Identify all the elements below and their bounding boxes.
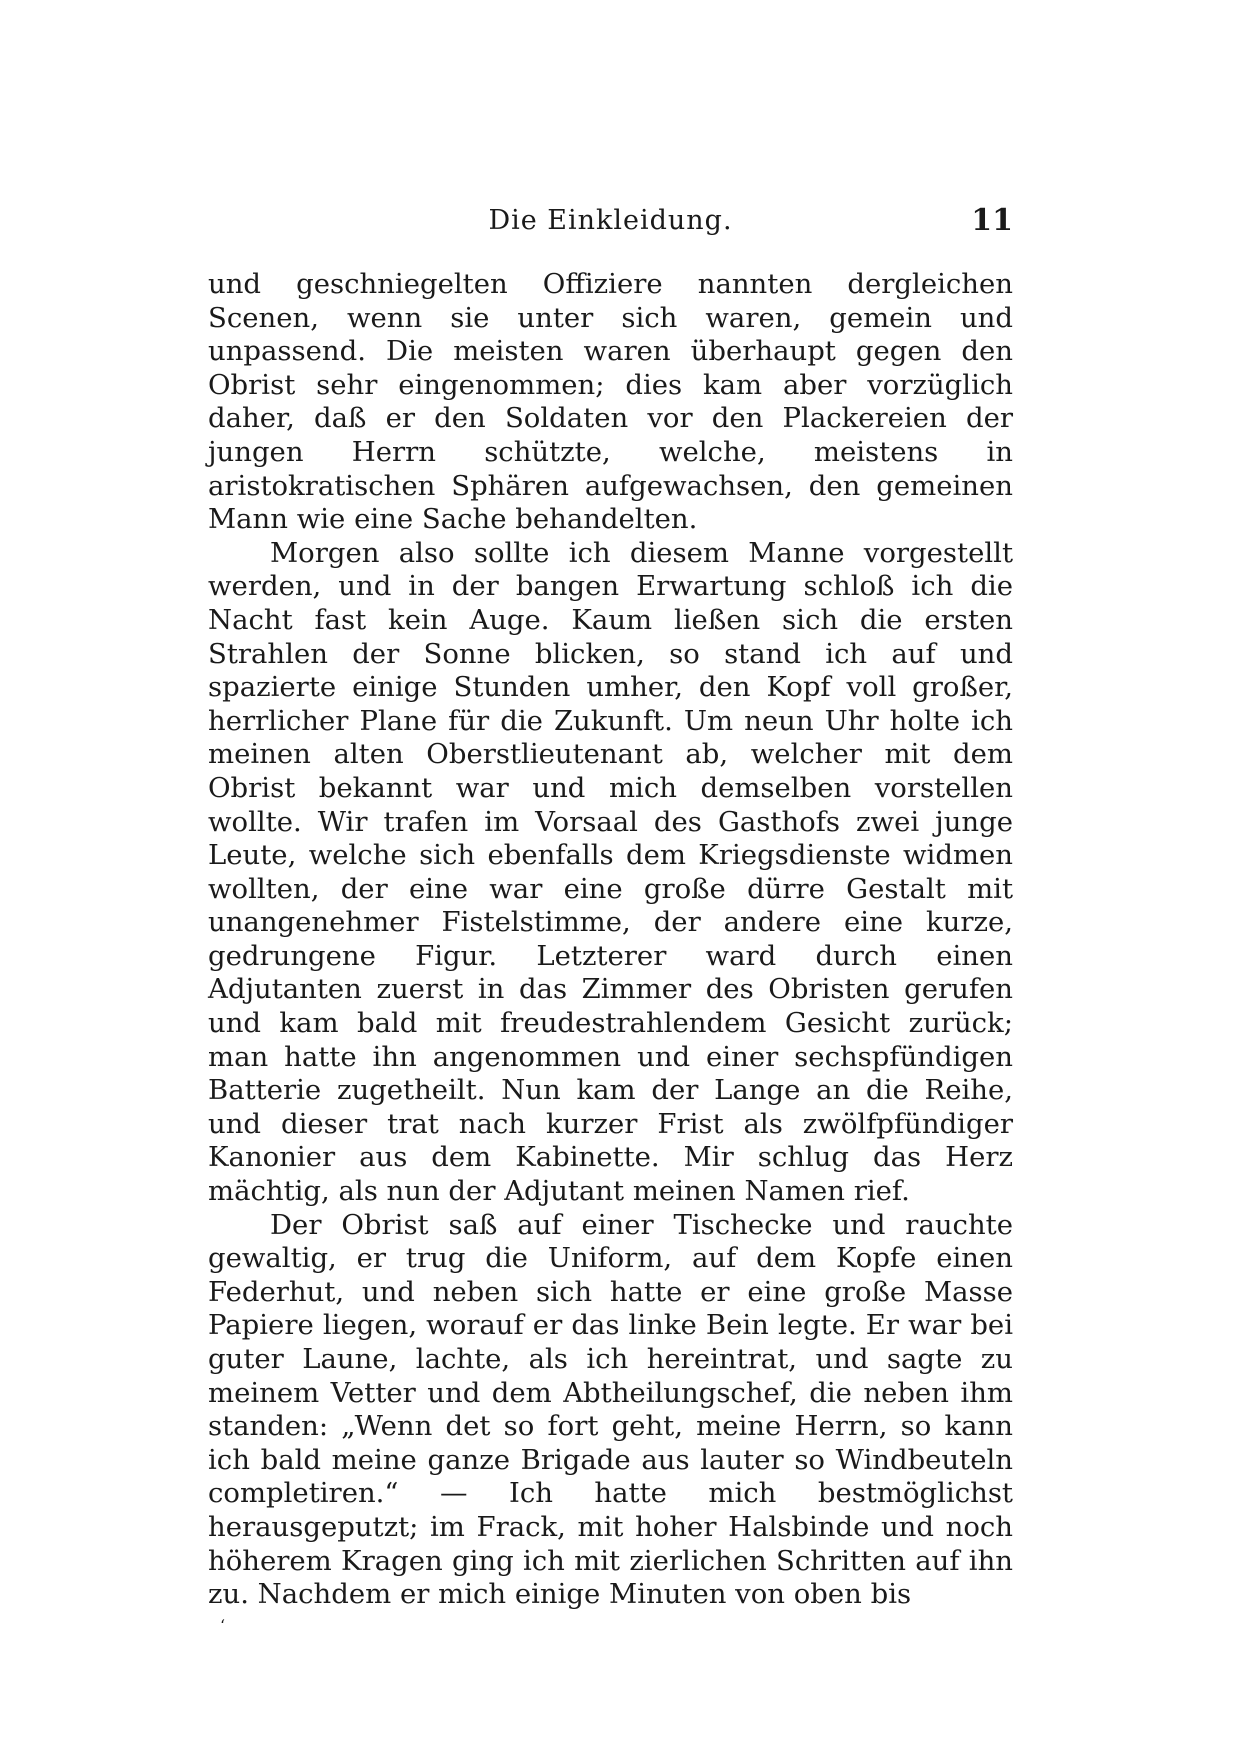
paragraph: Morgen also sollte ich diesem Manne vorgestellt werden, und in der bangen Erwartung schloß ich die Nacht fast kein Auge. Kaum ließen sich die ersten Strahlen der Sonne blicken, so stand ich auf und spazierte einige Stunden umher, den Kopf voll großer, herrlicher Plane für die Zukunft. Um neun Uhr holte ich meinen alten Oberstlieutenant ab, welcher mit dem Obrist bekannt war und mich demselben vorstellen wollte. Wir trafen im Vorsaal des Gasthofs zwei junge Leute, welche sich ebenfalls dem Kriegsdienste widmen wollten, der eine war eine große dürre Gestalt mit unangenehmer Fistelstimme, der andere eine kurze, gedrungene Figur. Letzterer ward durch einen Adjutanten zuerst in das Zimmer des Obristen gerufen und kam bald mit freudestrahlendem Gesicht zurück; man hatte ihn angenommen und einer sechspfündigen Batterie zugetheilt. Nun kam der Lange an die Reihe, und dieser trat nach kurzer Frist als zwölfpfündiger Kanonier aus dem Kabinette. Mir schlug das Herz mächtig, als nun der Adjutant meinen Namen rief.: [208, 536, 1013, 1208]
paragraph-continued: und geschniegelten Offiziere nannten dergleichen Scenen, wenn sie unter sich waren, gemein und unpassend. Die meisten waren überhaupt gegen den Obrist sehr eingenommen; dies kam aber vorzüglich daher, daß er den Soldaten vor den Plackereien der jungen Herrn schützte, welche, meistens in aristokratischen Sphären aufgewachsen, den gemeinen Mann wie eine Sache behandelten.: [208, 268, 1013, 536]
body-text: [208, 268, 1013, 1612]
chapter-title: Die Einkleidung.: [488, 205, 733, 236]
printer-mark: ‘: [220, 1616, 226, 1635]
page-number: 11: [971, 203, 1013, 238]
running-header: [208, 205, 1013, 245]
paragraph: Der Obrist saß auf einer Tischecke und rauchte gewaltig, er trug die Uniform, auf dem Kopfe einen Federhut, und neben sich hatte er eine große Masse Papiere liegen, worauf er das linke Bein legte. Er war bei guter Laune, lachte, als ich hereintrat, und sagte zu meinem Vetter und dem Abtheilungschef, die neben ihm standen: „Wenn det so fort geht, meine Herrn, so kann ich bald meine ganze Brigade aus lauter so Windbeuteln completiren.“ — Ich hatte mich bestmöglichst herausgeputzt; im Frack, mit hoher Halsbinde und noch höherem Kragen ging ich mit zierlichen Schritten auf ihn zu. Nachdem er mich einige Minuten von oben bis: [208, 1208, 1013, 1611]
